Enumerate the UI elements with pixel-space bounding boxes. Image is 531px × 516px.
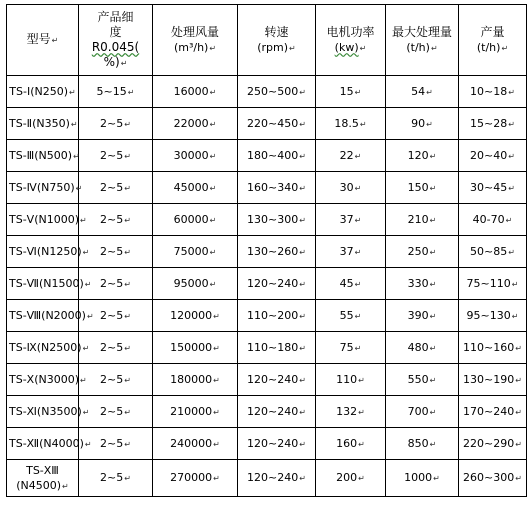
- header-row: [7, 5, 527, 76]
- cell-airflow-value: 45000: [173, 181, 209, 194]
- cell-output: [459, 140, 527, 172]
- table-row: [7, 172, 527, 204]
- cell-output: [459, 108, 527, 140]
- cell-model: [7, 396, 90, 428]
- paragraph-mark: ↵: [358, 376, 365, 385]
- cell-speed-value: 110~200: [247, 309, 299, 322]
- cell-maxcap-value: 700: [407, 405, 429, 418]
- cell-model: [7, 140, 79, 172]
- cell-output: [459, 268, 527, 300]
- cell-maxcap: [386, 396, 459, 428]
- cell-model-line1: TS-ⅩⅢ: [26, 463, 59, 477]
- cell-airflow-value: 210000: [170, 405, 213, 418]
- cell-airflow: [153, 428, 238, 460]
- cell-airflow: [153, 364, 238, 396]
- cell-power: [316, 204, 386, 236]
- cell-airflow-value: 270000: [170, 471, 213, 484]
- cell-maxcap-value: 390: [407, 309, 429, 322]
- cell-model-value: TS-Ⅵ(N1250): [9, 245, 82, 258]
- table-row: [7, 140, 527, 172]
- table-row: [7, 332, 527, 364]
- paragraph-mark: ↵: [299, 408, 306, 417]
- header-output: 产量 (t/h)↵: [459, 5, 527, 76]
- cell-model-value: TS-Ⅴ(N1000): [9, 213, 80, 226]
- cell-maxcap: [386, 236, 459, 268]
- paragraph-mark: ↵: [124, 312, 131, 321]
- cell-power-value: 37: [339, 213, 354, 226]
- cell-speed-value: 250~500: [247, 85, 299, 98]
- cell-fineness: [79, 364, 153, 396]
- paragraph-mark: ↵: [354, 248, 362, 257]
- header-model: 型号↵: [7, 5, 79, 76]
- cell-airflow: [153, 268, 238, 300]
- cell-speed-value: 120~240: [247, 373, 299, 386]
- cell-power: [316, 460, 386, 497]
- paragraph-mark: ↵: [299, 152, 306, 161]
- cell-output-value: 75~110: [466, 277, 511, 290]
- cell-power: [316, 428, 386, 460]
- cell-maxcap-value: 1000: [404, 471, 433, 484]
- cell-output-value: 20~40: [470, 149, 508, 162]
- cell-power-value: 30: [339, 181, 354, 194]
- paragraph-mark: ↵: [84, 440, 92, 449]
- cell-output-value: 15~28: [470, 117, 508, 130]
- cell-power-value: 45: [339, 277, 354, 290]
- cell-maxcap-value: 480: [407, 341, 429, 354]
- cell-power: [316, 332, 386, 364]
- paragraph-mark: ↵: [354, 184, 362, 193]
- table-row: [7, 460, 527, 497]
- cell-power-value: 200: [336, 471, 358, 484]
- paragraph-mark: ↵: [82, 408, 90, 417]
- cell-speed-value: 160~340: [247, 181, 299, 194]
- cell-output: [459, 364, 527, 396]
- cell-maxcap: [386, 140, 459, 172]
- cell-maxcap: [386, 172, 459, 204]
- cell-airflow-value: 120000: [170, 309, 213, 322]
- cell-airflow-value: 30000: [173, 149, 209, 162]
- paragraph-mark: ↵: [127, 88, 135, 97]
- cell-speed-value: 130~300: [247, 213, 299, 226]
- paragraph-mark: ↵: [508, 184, 515, 193]
- paragraph-mark: ↵: [433, 474, 440, 483]
- paragraph-mark: ↵: [426, 88, 433, 97]
- cell-airflow: [153, 108, 238, 140]
- table-row: [7, 76, 527, 108]
- paragraph-mark: ↵: [213, 474, 220, 483]
- paragraph-mark: ↵: [515, 344, 522, 353]
- cell-airflow-value: 60000: [173, 213, 209, 226]
- cell-power-value: 160: [336, 437, 358, 450]
- paragraph-mark: ↵: [354, 152, 362, 161]
- cell-maxcap: [386, 428, 459, 460]
- cell-airflow: [153, 204, 238, 236]
- cell-maxcap-value: 850: [407, 437, 429, 450]
- cell-speed: [238, 428, 316, 460]
- cell-maxcap-value: 120: [407, 149, 429, 162]
- paragraph-mark: ↵: [209, 248, 217, 257]
- cell-power: [316, 364, 386, 396]
- paragraph-mark: ↵: [75, 184, 83, 193]
- cell-model-line2: (N4500): [16, 478, 62, 492]
- cell-speed-value: 120~240: [247, 277, 299, 290]
- paragraph-mark: ↵: [209, 184, 217, 193]
- paragraph-mark: ↵: [299, 376, 306, 385]
- paragraph-mark: ↵: [124, 376, 131, 385]
- cell-model: [7, 460, 79, 497]
- cell-model-value: TS-Ⅳ(N750): [9, 181, 75, 194]
- cell-speed-value: 130~260: [247, 245, 299, 258]
- paragraph-mark: ↵: [124, 248, 131, 257]
- cell-fineness-value: 2~5: [100, 405, 124, 418]
- paragraph-mark: ↵: [299, 474, 306, 483]
- paragraph-mark: ↵: [354, 312, 362, 321]
- paragraph-mark: ↵: [213, 344, 220, 353]
- paragraph-mark: ↵: [299, 344, 306, 353]
- table-row: [7, 204, 527, 236]
- cell-fineness: [79, 172, 153, 204]
- cell-fineness: [79, 332, 153, 364]
- cell-fineness-value: 2~5: [100, 149, 124, 162]
- spec-table: [6, 4, 527, 497]
- cell-speed: [238, 108, 316, 140]
- paragraph-mark: ↵: [515, 440, 522, 449]
- cell-maxcap: [386, 364, 459, 396]
- cell-airflow: [153, 140, 238, 172]
- cell-model: [7, 332, 90, 364]
- cell-speed-value: 120~240: [247, 437, 299, 450]
- paragraph-mark: ↵: [429, 216, 437, 225]
- paragraph-mark: ↵: [515, 474, 522, 483]
- cell-airflow: [153, 460, 238, 497]
- cell-airflow: [153, 396, 238, 428]
- cell-airflow-value: 150000: [170, 341, 213, 354]
- paragraph-mark: ↵: [354, 88, 362, 97]
- cell-maxcap-value: 550: [407, 373, 429, 386]
- cell-power-value: 132: [336, 405, 358, 418]
- cell-airflow-value: 16000: [173, 85, 209, 98]
- paragraph-mark: ↵: [354, 216, 362, 225]
- paragraph-mark: ↵: [429, 344, 437, 353]
- paragraph-mark: ↵: [213, 376, 220, 385]
- cell-airflow-value: 22000: [173, 117, 209, 130]
- cell-power: [316, 140, 386, 172]
- cell-airflow-value: 75000: [173, 245, 209, 258]
- cell-output: [459, 460, 527, 497]
- cell-model: [7, 76, 79, 108]
- cell-model: [7, 108, 79, 140]
- paragraph-mark: ↵: [124, 344, 131, 353]
- paragraph-mark: ↵: [299, 248, 306, 257]
- paragraph-mark: ↵: [299, 440, 306, 449]
- cell-model: [7, 364, 87, 396]
- paragraph-mark: ↵: [82, 344, 90, 353]
- cell-fineness: [79, 76, 153, 108]
- paragraph-mark: ↵: [505, 216, 513, 225]
- cell-speed: [238, 236, 316, 268]
- cell-fineness-value: 2~5: [100, 277, 124, 290]
- paragraph-mark: ↵: [124, 216, 131, 225]
- cell-model: [7, 172, 83, 204]
- table-row: [7, 108, 527, 140]
- paragraph-mark: ↵: [299, 120, 306, 129]
- paragraph-mark: ↵: [69, 88, 76, 97]
- cell-fineness: [79, 108, 153, 140]
- table-row: [7, 300, 527, 332]
- cell-model: [7, 236, 90, 268]
- paragraph-mark: ↵: [124, 280, 131, 289]
- cell-model-value: TS-Ⅹ(N3000): [9, 373, 80, 386]
- header-max-capacity: 最大处理量 (t/h)↵: [386, 5, 459, 76]
- header-airflow: 处理风量 (m³/h)↵: [153, 5, 238, 76]
- paragraph-mark: ↵: [429, 152, 437, 161]
- paragraph-mark: ↵: [429, 280, 437, 289]
- cell-model: [7, 300, 94, 332]
- paragraph-mark: ↵: [508, 248, 515, 257]
- cell-model: [7, 204, 87, 236]
- cell-output-value: 10~18: [470, 85, 508, 98]
- cell-output-value: 30~45: [470, 181, 508, 194]
- cell-output: [459, 396, 527, 428]
- table-row: [7, 268, 527, 300]
- cell-output: [459, 76, 527, 108]
- cell-speed: [238, 300, 316, 332]
- cell-power-value: 75: [339, 341, 354, 354]
- paragraph-mark: ↵: [358, 408, 365, 417]
- cell-fineness-value: 2~5: [100, 373, 124, 386]
- paragraph-mark: ↵: [124, 474, 131, 483]
- cell-output-value: 50~85: [470, 245, 508, 258]
- cell-speed: [238, 332, 316, 364]
- cell-output-value: 110~160: [463, 341, 515, 354]
- paragraph-mark: ↵: [299, 216, 306, 225]
- cell-fineness-value: 2~5: [100, 437, 124, 450]
- paragraph-mark: ↵: [429, 408, 437, 417]
- cell-speed: [238, 172, 316, 204]
- cell-power-value: 15: [339, 85, 354, 98]
- paragraph-mark: ↵: [124, 120, 131, 129]
- cell-airflow: [153, 300, 238, 332]
- paragraph-mark: ↵: [511, 312, 519, 321]
- cell-power-value: 55: [339, 309, 354, 322]
- paragraph-mark: ↵: [82, 248, 90, 257]
- cell-output-value: 130~190: [463, 373, 515, 386]
- paragraph-mark: ↵: [213, 312, 220, 321]
- paragraph-mark: ↵: [508, 88, 515, 97]
- paragraph-mark: ↵: [429, 440, 437, 449]
- paragraph-mark: ↵: [508, 120, 515, 129]
- cell-speed-value: 120~240: [247, 405, 299, 418]
- paragraph-mark: ↵: [124, 408, 131, 417]
- paragraph-mark: ↵: [429, 248, 437, 257]
- cell-maxcap: [386, 204, 459, 236]
- cell-speed: [238, 268, 316, 300]
- cell-model-value: TS-Ⅷ(N2000): [9, 309, 86, 322]
- cell-power: [316, 268, 386, 300]
- paragraph-mark: ↵: [62, 481, 69, 491]
- cell-maxcap-value: 250: [407, 245, 429, 258]
- cell-model-value: TS-Ⅺ(N3500): [9, 405, 82, 418]
- cell-maxcap-value: 54: [411, 85, 426, 98]
- paragraph-mark: ↵: [299, 280, 306, 289]
- cell-maxcap: [386, 108, 459, 140]
- paragraph-mark: ↵: [209, 88, 217, 97]
- paragraph-mark: ↵: [124, 184, 131, 193]
- cell-airflow-value: 240000: [170, 437, 213, 450]
- table-row: [7, 396, 527, 428]
- header-speed: 转速 (rpm)↵: [238, 5, 316, 76]
- cell-airflow: [153, 172, 238, 204]
- cell-output: [459, 300, 527, 332]
- paragraph-mark: ↵: [73, 152, 80, 161]
- cell-fineness: [79, 204, 153, 236]
- cell-power: [316, 300, 386, 332]
- cell-output-value: 220~290: [463, 437, 515, 450]
- cell-fineness: [79, 140, 153, 172]
- paragraph-mark: ↵: [209, 152, 217, 161]
- cell-power-value: 22: [339, 149, 354, 162]
- paragraph-mark: ↵: [358, 474, 365, 483]
- cell-fineness: [79, 236, 153, 268]
- cell-fineness-value: 2~5: [100, 309, 124, 322]
- cell-maxcap-value: 210: [407, 213, 429, 226]
- cell-maxcap: [386, 332, 459, 364]
- cell-output: [459, 236, 527, 268]
- paragraph-mark: ↵: [515, 408, 522, 417]
- cell-power: [316, 236, 386, 268]
- cell-output-value: 170~240: [463, 405, 515, 418]
- paragraph-mark: ↵: [86, 312, 94, 321]
- paragraph-mark: ↵: [80, 216, 87, 225]
- cell-fineness-value: 5~15: [96, 85, 127, 98]
- cell-airflow-value: 95000: [173, 277, 209, 290]
- cell-model-value: TS-Ⅲ(N500): [9, 149, 73, 162]
- cell-fineness-value: 2~5: [100, 117, 124, 130]
- paragraph-mark: ↵: [213, 408, 220, 417]
- paragraph-mark: ↵: [124, 440, 131, 449]
- cell-output-value: 260~300: [463, 471, 515, 484]
- cell-fineness: [79, 460, 153, 497]
- cell-maxcap: [386, 460, 459, 497]
- cell-speed: [238, 396, 316, 428]
- paragraph-mark: ↵: [209, 280, 217, 289]
- paragraph-mark: ↵: [358, 440, 365, 449]
- paragraph-mark: ↵: [508, 152, 515, 161]
- cell-maxcap-value: 330: [407, 277, 429, 290]
- cell-fineness-value: 2~5: [100, 471, 124, 484]
- cell-airflow: [153, 332, 238, 364]
- paragraph-mark: ↵: [84, 280, 92, 289]
- cell-output: [459, 172, 527, 204]
- cell-maxcap: [386, 268, 459, 300]
- cell-model: [7, 268, 92, 300]
- cell-model-value: TS-Ⅸ(N2500): [9, 341, 82, 354]
- cell-speed-value: 120~240: [247, 471, 299, 484]
- cell-fineness: [79, 396, 153, 428]
- cell-airflow: [153, 76, 238, 108]
- cell-maxcap-value: 150: [407, 181, 429, 194]
- cell-airflow-value: 180000: [170, 373, 213, 386]
- paragraph-mark: ↵: [426, 120, 433, 129]
- cell-power: [316, 76, 386, 108]
- cell-output: [459, 332, 527, 364]
- paragraph-mark: ↵: [124, 152, 131, 161]
- cell-model-value: TS-Ⅱ(N350): [9, 117, 70, 130]
- table-row: [7, 236, 527, 268]
- cell-maxcap: [386, 76, 459, 108]
- paragraph-mark: ↵: [70, 120, 78, 129]
- cell-speed-value: 220~450: [247, 117, 299, 130]
- cell-maxcap: [386, 300, 459, 332]
- header-fineness: 产品细 度 R0.045( %)↵: [79, 5, 153, 76]
- paragraph-mark: ↵: [515, 376, 522, 385]
- cell-fineness-value: 2~5: [100, 245, 124, 258]
- cell-speed-value: 180~400: [247, 149, 299, 162]
- paragraph-mark: ↵: [209, 216, 217, 225]
- paragraph-mark: ↵: [209, 120, 217, 129]
- cell-fineness-value: 2~5: [100, 213, 124, 226]
- paragraph-mark: ↵: [299, 184, 306, 193]
- paragraph-mark: ↵: [354, 344, 362, 353]
- paragraph-mark: ↵: [299, 312, 306, 321]
- paragraph-mark: ↵: [429, 312, 437, 321]
- cell-speed: [238, 140, 316, 172]
- paragraph-mark: ↵: [354, 280, 362, 289]
- cell-power-value: 37: [339, 245, 354, 258]
- cell-speed: [238, 460, 316, 497]
- paragraph-mark: ↵: [359, 120, 367, 129]
- cell-power-value: 110: [336, 373, 358, 386]
- cell-model: [7, 428, 92, 460]
- paragraph-mark: ↵: [213, 440, 220, 449]
- paragraph-mark: ↵: [511, 280, 519, 289]
- cell-speed: [238, 364, 316, 396]
- cell-output-value: 40-70: [472, 213, 505, 226]
- cell-model-value: TS-Ⅰ(N250): [9, 85, 69, 98]
- cell-speed-value: 110~180: [247, 341, 299, 354]
- header-power: 电机功率 (kw)↵: [316, 5, 386, 76]
- cell-maxcap-value: 90: [411, 117, 426, 130]
- cell-power: [316, 396, 386, 428]
- table-body: [7, 76, 527, 497]
- cell-fineness-value: 2~5: [100, 341, 124, 354]
- cell-speed: [238, 204, 316, 236]
- cell-fineness-value: 2~5: [100, 181, 124, 194]
- cell-model-value: TS-Ⅶ(N1500): [9, 277, 84, 290]
- cell-output: [459, 204, 527, 236]
- cell-power: [316, 108, 386, 140]
- cell-output: [459, 428, 527, 460]
- cell-power-value: 18.5: [334, 117, 359, 130]
- paragraph-mark: ↵: [429, 376, 437, 385]
- paragraph-mark: ↵: [429, 184, 437, 193]
- paragraph-mark: ↵: [80, 376, 87, 385]
- cell-power: [316, 172, 386, 204]
- paragraph-mark: ↵: [299, 88, 306, 97]
- table-row: [7, 364, 527, 396]
- table-row: [7, 428, 527, 460]
- cell-output-value: 95~130: [466, 309, 511, 322]
- cell-model-value: TS-Ⅻ(N4000): [9, 437, 84, 450]
- cell-airflow: [153, 236, 238, 268]
- cell-speed: [238, 76, 316, 108]
